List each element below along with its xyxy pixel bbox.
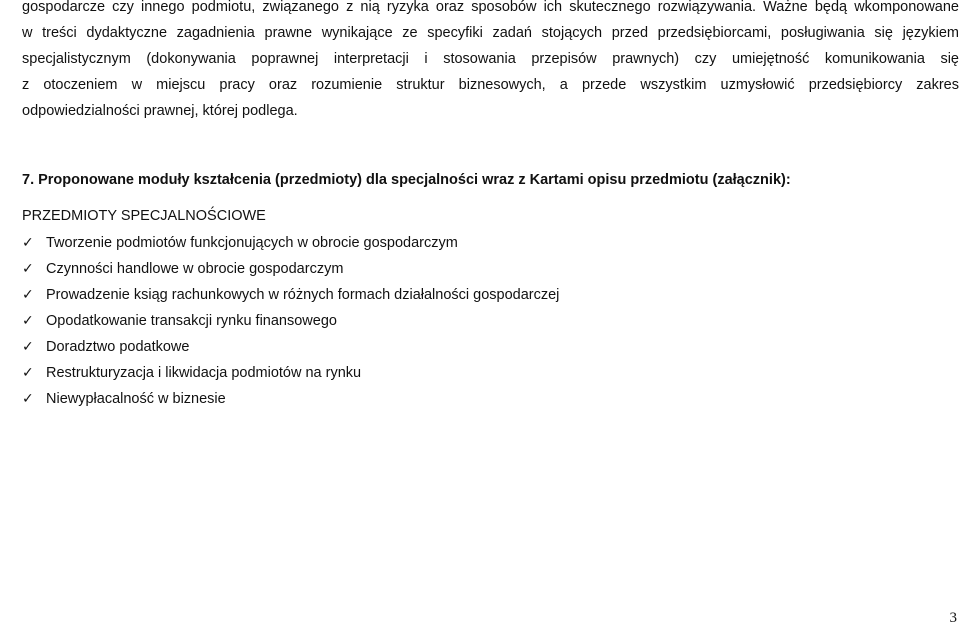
list-item-label: Doradztwo podatkowe (46, 339, 190, 355)
paragraph-line: z otoczeniem w miejscu pracy oraz rozumienie struktur biznesowych, a przede wszystkim uzmysłowić przedsiębiorcy zakres (22, 77, 959, 93)
check-mark-icon: ✓ (22, 261, 34, 277)
list-item-label: Niewypłacalność w biznesie (46, 391, 226, 407)
check-mark-icon: ✓ (22, 365, 34, 381)
list-item-label: Prowadzenie ksiąg rachunkowych w różnych formach działalności gospodarczej (46, 287, 560, 303)
list-item (22, 308, 559, 334)
subject-list (22, 230, 559, 412)
check-mark-icon: ✓ (22, 235, 34, 251)
check-mark-icon: ✓ (22, 339, 34, 355)
paragraph-line: specjalistycznym (dokonywania poprawnej interpretacji i stosowania przepisów prawnych) czy umiejętność komunikowania się (22, 51, 959, 67)
section-heading: 7. Proponowane moduły kształcenia (przedmioty) dla specjalności wraz z Kartami opisu przedmiotu (załącznik): (22, 172, 791, 188)
paragraph-line: gospodarcze czy innego podmiotu, związanego z nią ryzyka oraz sposobów ich skutecznego rozwiązywania. Ważne będą wkomponowane (22, 0, 959, 15)
list-item-label: Czynności handlowe w obrocie gospodarczym (46, 261, 344, 277)
list-item (22, 360, 559, 386)
check-mark-icon: ✓ (22, 313, 34, 329)
list-item-label: Tworzenie podmiotów funkcjonujących w obrocie gospodarczym (46, 235, 458, 251)
check-mark-icon: ✓ (22, 391, 34, 407)
list-item-label: Restrukturyzacja i likwidacja podmiotów na rynku (46, 365, 362, 381)
list-item (22, 282, 559, 308)
list-item (22, 256, 559, 282)
paragraph-line: odpowiedzialności prawnej, której podlega. (22, 103, 298, 119)
body-paragraph (22, 0, 959, 124)
page-number: 3 (949, 610, 957, 626)
list-item-label: Opodatkowanie transakcji rynku finansowego (46, 313, 337, 329)
list-item (22, 230, 559, 256)
list-item (22, 386, 559, 412)
section-subheading: PRZEDMIOTY SPECJALNOŚCIOWE (22, 208, 266, 224)
list-item (22, 334, 559, 360)
paragraph-line: w treści dydaktyczne zagadnienia prawne wynikające ze specyfiki zadań stojących przed przedsiębiorcami, posługiwania się językiem (22, 25, 959, 41)
check-mark-icon: ✓ (22, 287, 34, 303)
